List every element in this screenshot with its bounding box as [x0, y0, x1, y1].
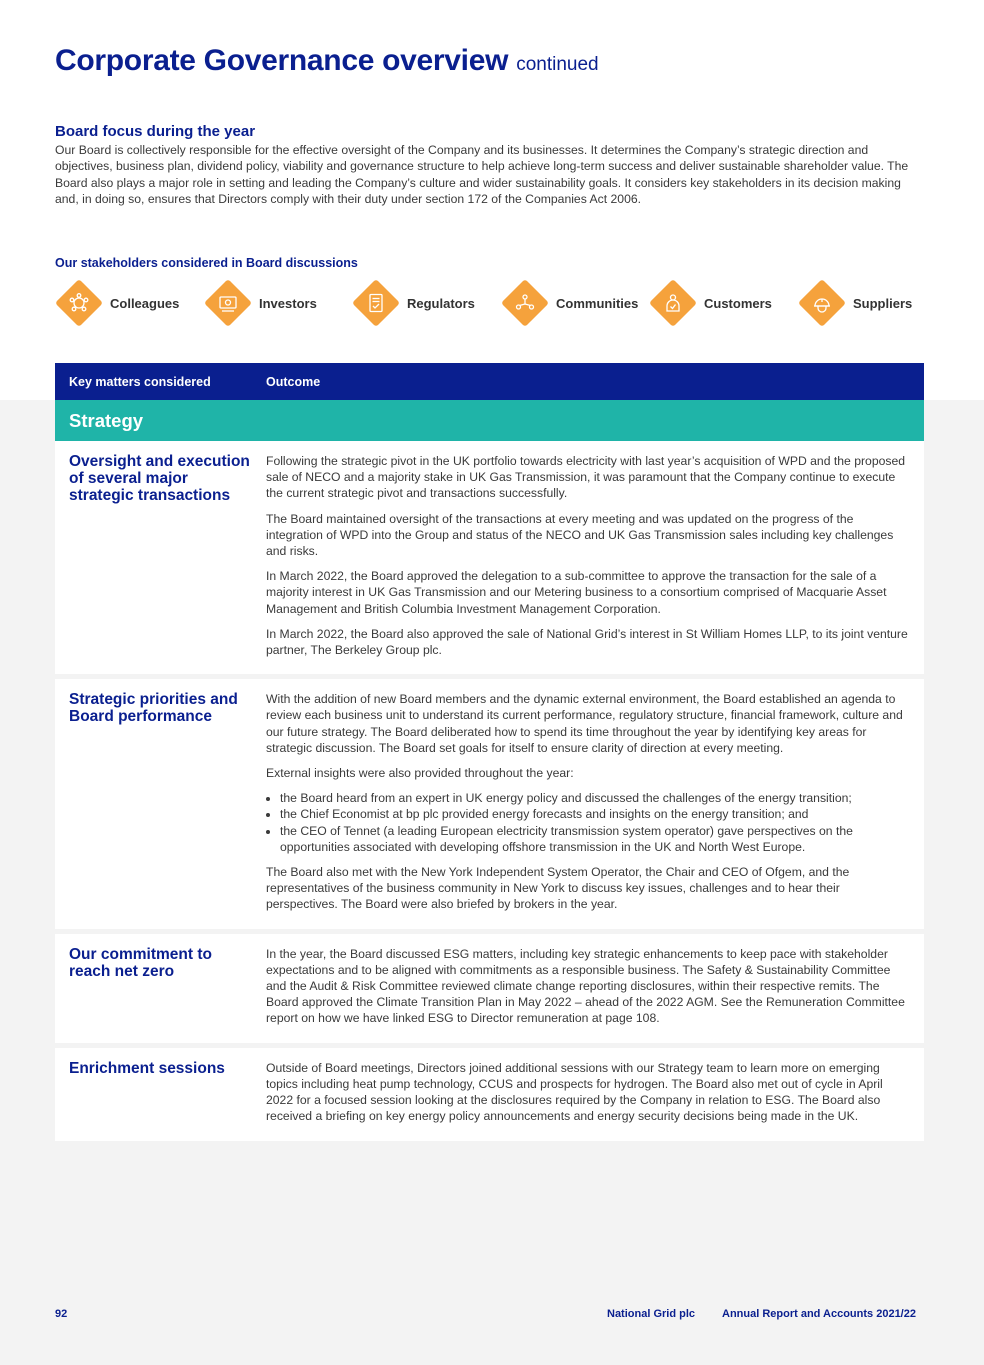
stakeholder-label: Suppliers	[853, 295, 913, 311]
board-focus-heading: Board focus during the year	[55, 123, 256, 140]
stakeholder-communities	[501, 279, 638, 327]
outcome-paragraph: External insights were also provided throughout the year:	[266, 766, 574, 781]
stakeholder-label: Investors	[259, 295, 317, 311]
table-header	[55, 363, 924, 400]
row-outcome	[252, 1048, 924, 1141]
section-bar-strategy	[55, 400, 924, 441]
stakeholder-label: Customers	[704, 295, 772, 311]
outcome-paragraph: In the year, the Board discussed ESG matters, including key strategic enhancements to keep pace with stakeholder expectations and to be aligned with commitments as a responsible business. The Safety & Sustainability Committee and the Audit & Risk Committee reviewed climate change reporting disclosures, within their respective remits. The Board approved the Climate Transition Plan in May 2022 – ahead of the 2022 AGM. See the Remuneration Committee report on how we have linked ESG to Director remuneration at page 108.	[266, 946, 905, 1026]
row-key-matter: Oversight and execution of several major strategic transactions	[69, 453, 250, 504]
footer-company: National Grid plc	[607, 1308, 696, 1320]
row-outcome	[252, 441, 924, 674]
row-key-matter: Strategic priorities and Board performance	[69, 691, 238, 726]
column-header-key-matters: Key matters considered	[69, 375, 211, 389]
row-key-matter: Our commitment to reach net zero	[69, 945, 212, 980]
key-matters-table	[55, 363, 924, 1141]
stakeholder-label: Regulators	[407, 295, 475, 311]
outcome-paragraph: In March 2022, the Board approved the delegation to a sub-committee to approve the transaction for the sale of a majority interest in UK Gas Transmission and our Metering business to a consortium comprised of Macquarie Asset Management and British Columbia Investment Management Corporation.	[266, 569, 887, 616]
colleagues-icon	[55, 279, 103, 327]
outcome-paragraph: Outside of Board meetings, Directors joined additional sessions with our Strategy team to learn more on emerging topics including heat pump technology, CCUS and prospects for hydrogen. The Board also met out of cycle in April 2022 for a focused session looking at the disclosures required by the Company in relation to ESG. The Board also received a briefing on key energy policy announcements and energy security decisions being made in the UK.	[266, 1060, 883, 1124]
outcome-paragraph: With the addition of new Board members and the dynamic external environment, the Board established an agenda to review each business unit to understand its current performance, regulatory structure, financial framework, culture and our future strategy. The Board deliberated how to spend its time throughout the year by identifying key areas for strategic discussion. The Board set goals for itself to ensure clarity of direction at every meeting.	[266, 692, 903, 755]
row-outcome	[252, 934, 924, 1043]
table-row	[55, 934, 924, 1043]
bullet-item: • the Board heard from an expert in UK energy policy and discussed the challenges of the energy transition;	[280, 790, 908, 806]
stakeholders-row	[55, 279, 935, 327]
customers-icon	[649, 279, 697, 327]
stakeholder-investors	[204, 279, 317, 327]
table-row	[55, 1048, 924, 1141]
page-number: 92	[55, 1308, 68, 1320]
board-focus-body: Our Board is collectively responsible for the effective oversight of the Company and its businesses. It determines the Company’s strategic direction and objectives, business plan, dividend policy, viability and governance structure to help achieve long-term success and deliver sustainable shareholder value. The Board also plays a major role in setting and leading the Company’s culture and wider sustainability goals. It considers key stakeholders in its decision making and, in doing so, ensures that Directors comply with their duty under section 172 of the Companies Act 2006.	[55, 143, 909, 206]
page-title	[55, 44, 599, 78]
page-title-main: Corporate Governance overview	[55, 44, 509, 77]
outcome-paragraph: Following the strategic pivot in the UK portfolio towards electricity with last year’s acquisition of WPD and the proposed sale of NECO and a majority stake in UK Gas Transmission, it was paramount that the Company continue to execute the current strategic pivot and transactions successfully.	[266, 454, 906, 501]
outcome-paragraph: In March 2022, the Board also approved the sale of National Grid’s interest in St William Homes LLP, to its joint venture partner, The Berkeley Group plc.	[266, 626, 908, 658]
communities-icon	[501, 279, 549, 327]
section-title: Strategy	[69, 410, 144, 431]
page-title-suffix: continued	[516, 54, 599, 75]
outcome-bullet-list	[266, 790, 908, 855]
table-row	[55, 679, 924, 928]
suppliers-icon	[798, 279, 846, 327]
column-header-outcome: Outcome	[266, 375, 321, 389]
footer-report-title: Annual Report and Accounts 2021/22	[722, 1308, 916, 1320]
stakeholder-label: Colleagues	[110, 295, 180, 311]
stakeholder-customers	[649, 279, 772, 327]
row-key-matter: Enrichment sessions	[69, 1059, 225, 1077]
stakeholder-regulators	[352, 279, 475, 327]
stakeholder-suppliers	[798, 279, 912, 327]
board-focus-section	[55, 123, 927, 207]
regulators-icon	[352, 279, 400, 327]
bullet-item: • the Chief Economist at bp plc provided energy forecasts and insights on the energy transition; and	[280, 806, 908, 822]
bullet-item: • the CEO of Tennet (a leading European electricity transmission system operator) gave perspectives on the opportunities associated with developing offshore transmission in the UK and North West Europe.	[280, 823, 908, 855]
row-outcome	[252, 679, 924, 928]
investors-icon	[204, 279, 252, 327]
stakeholder-label: Communities	[556, 295, 639, 311]
outcome-paragraph: The Board maintained oversight of the transactions at every meeting and was updated on the progress of the integration of WPD into the Group and status of the NECO and UK Gas Transmission sales including key challenges and risks.	[266, 511, 894, 559]
outcome-paragraph: The Board also met with the New York Independent System Operator, the Chair and CEO of Ofgem, and the representatives of the business community in New York to discuss key issues, challenges and to hear their perspectives. The Board were also briefed by brokers in the year.	[266, 865, 850, 912]
stakeholders-heading: Our stakeholders considered in Board discussions	[55, 256, 358, 270]
table-row	[55, 441, 924, 674]
stakeholder-colleagues	[55, 279, 179, 327]
